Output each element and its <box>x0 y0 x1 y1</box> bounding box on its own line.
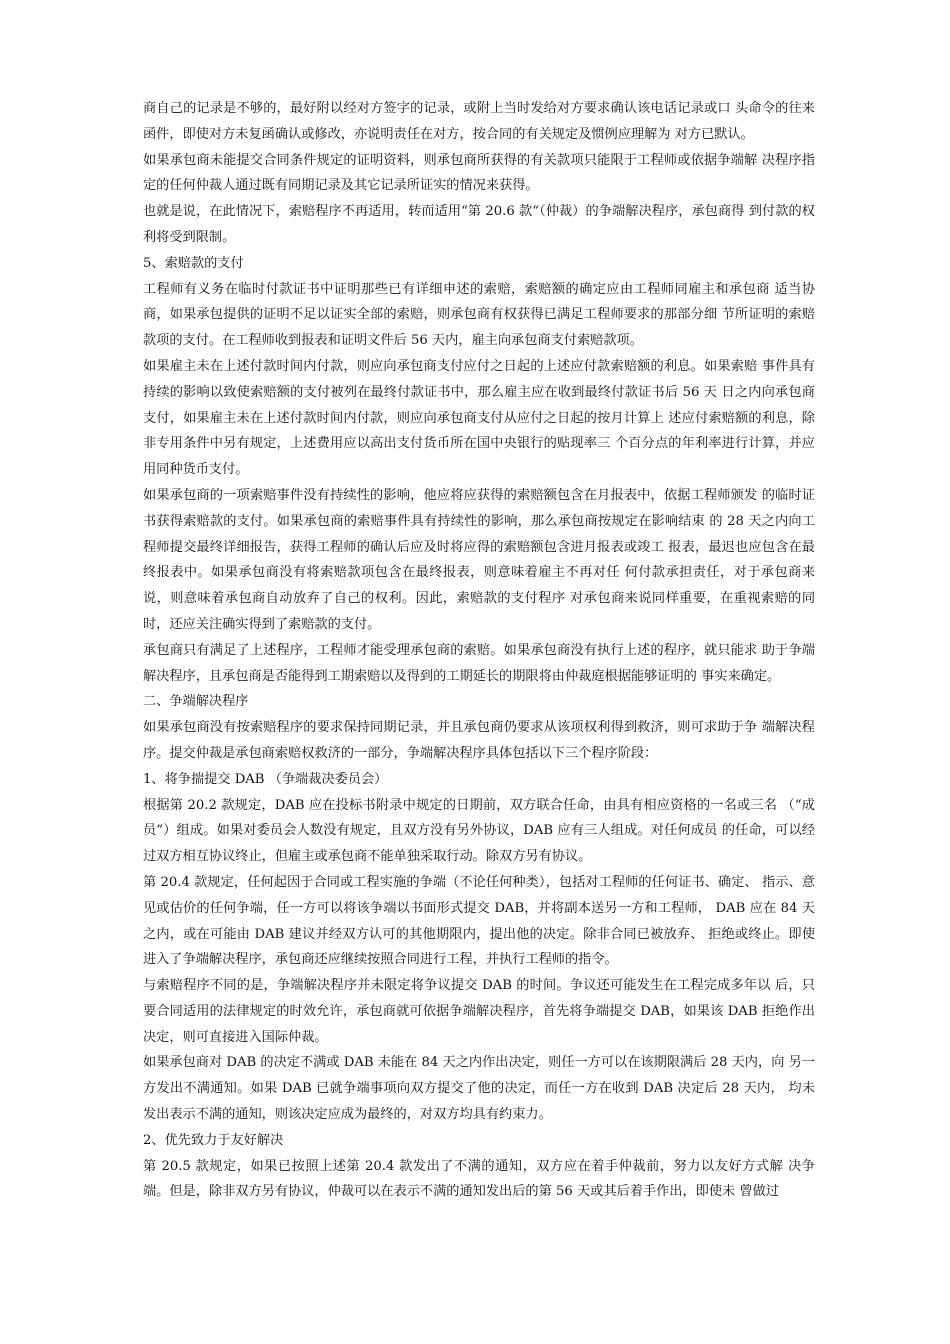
paragraph: 与索赔程序不同的是，争端解决程序并未限定将争议提交 DAB 的时间。争议还可能发生在工程完成多年以 后，只要合同适用的法律规定的时效允许，承包商就可依据争端解决程序，首先将争端提交 DAB，如果该 DAB 拒绝作出决定，则可直接进入国际仲裁。 <box>143 978 815 1045</box>
section-heading: 二、争端解决程序 <box>143 694 249 710</box>
paragraph: 如果承包商的一项索赔事件没有持续性的影响，他应将应获得的索赔额包含在月报表中，依据工程师颁发 的临时证书获得索赔款的支付。如果承包商的索赔事件具有持续性的影响，那么承包商按规定在影响结束 的 28 天之内向工程师提交最终详细报告，获得工程师的确认后应及时将应得的索赔额包含进月报表或竣工 报表，最迟也应包含在最终报表中。如果承包商没有将索赔款项包含在最终报表，则意味着雇主不再对任 何付款承担责任，对于承包商来说，则意味着承包商自动放弃了自己的权利。因此，索赔款的支付程序 对承包商来说同样重要，在重视索赔的同时，还应关注确实得到了索赔款的支付。 <box>143 487 815 632</box>
paragraph: 如果承包商没有按索赔程序的要求保持同期记录，并且承包商仍要求从该项权利得到救济，则可求助于争 端解决程序。提交仲裁是承包商索赔权救济的一部分，争端解决程序具体包括以下三个程序阶段： <box>143 720 815 761</box>
paragraph: 第 20.5 款规定，如果已按照上述第 20.4 款发出了不满的通知，双方应在着手仲裁前，努力以友好方式解 决争端。但是，除非双方另有协议，仲裁可以在表示不满的通知发出后的第 56 天或其后着手作出，即使未 曾做过 <box>143 1158 815 1200</box>
section-heading: 5、索赔款的支付 <box>143 255 244 271</box>
section-heading: 2、优先致力于友好解决 <box>143 1132 284 1148</box>
section-heading: 1、将争揣提交 DAB （争端裁决委员会） <box>143 771 388 787</box>
document-body <box>143 96 815 1205</box>
paragraph: 也就是说，在此情况下，索赔程序不再适用，转而适用“第 20.6 款“（仲裁）的争端解决程序，承包商得 到付款的权利将受到限制。 <box>143 204 815 245</box>
paragraph: 第 20.4 款规定，任何起因于合同或工程实施的争端（不论任何种类），包括对工程师的任何证书、确定、 指示、意见或估价的任何争端，任一方可以将该争端以书面形式提交 DAB，并将副本送另一方和工程师， DAB 应在 84 天之内，或在可能由 DAB 建议并经双方认可的其他期限内，提出他的决定。除非合同已被放弃、 拒绝或终止。即使进入了争端解决程序，承包商还应继续按照合同进行工程，并执行工程师的指令。 <box>143 874 815 968</box>
paragraph: 如果承包商对 DAB 的决定不满或 DAB 未能在 84 天之内作出决定，则任一方可以在该期限满后 28 天内，向 另一方发出不满通知。如果 DAB 已就争端事项向双方提交了他的决定，而任一方在收到 DAB 决定后 28 天内， 均未发出表示不满的通知，则该决定应成为最终的，对双方均具有约束力。 <box>143 1055 815 1123</box>
paragraph: 工程师有义务在临时付款证书中证明那些已有详细申述的索赔，索赔额的确定应由工程师同雇主和承包商 适当协商，如果承包提供的证明不足以证实全部的索赔，则承包商有权获得已满足工程师要求的那部分细 节所证明的索赔款项的支付。在工程师收到报表和证明文件后 56 天内，雇主向承包商支付索赔款项。 <box>143 281 815 349</box>
paragraph: 如果承包商未能提交合同条件规定的证明资料，则承包商所获得的有关款项只能限于工程师或依据争端解 决程序指定的任何仲裁人通过既有同期记录及其它记录所证实的情况来获得。 <box>143 152 815 194</box>
paragraph: 如果雇主未在上述付款时间内付款，则应向承包商支付应付之日起的上述应付款索赔额的利息。如果索赔 事件具有持续的影响以致使索赔额的支付被列在最终付款证书中，那么雇主应在收到最终付款证书后 56 天 日之内向承包商支付，如果雇主未在上述付款时间内付款，则应向承包商支付从应付之日起的按月计算上 述应付索赔额的利息，除非专用条件中另有规定，上述费用应以高出支付货币所在国中央银行的贴现率三 个百分点的年利率进行计算，并应用同种货币支付。 <box>143 358 815 478</box>
paragraph: 承包商只有满足了上述程序，工程师才能受理承包商的索赔。如果承包商没有执行上述的程序，就只能求 助于争端解决程序，且承包商是否能得到工期索赔以及得到的工期延长的期限将由仲裁庭根据能够证明的 事实来确定。 <box>143 642 815 684</box>
paragraph: 商自己的记录是不够的，最好附以经对方签字的记录，或附上当时发给对方要求确认该电话记录或口 头命令的往来函件，即使对方未复函确认或修改，亦说明责任在对方，按合同的有关规定及惯例应理解为 对方已默认。 <box>143 101 815 142</box>
paragraph: 根据第 20.2 款规定，DAB 应在投标书附录中规定的日期前，双方联合任命，由具有相应资格的一名或三名 （“成员”）组成。如果对委员会人数没有规定，且双方没有另外协议，DAB 应有三人组成。对任何成员 的任命，可以经过双方相互协议终止，但雇主或承包商不能单独采取行动。除双方另有协议。 <box>143 797 815 865</box>
